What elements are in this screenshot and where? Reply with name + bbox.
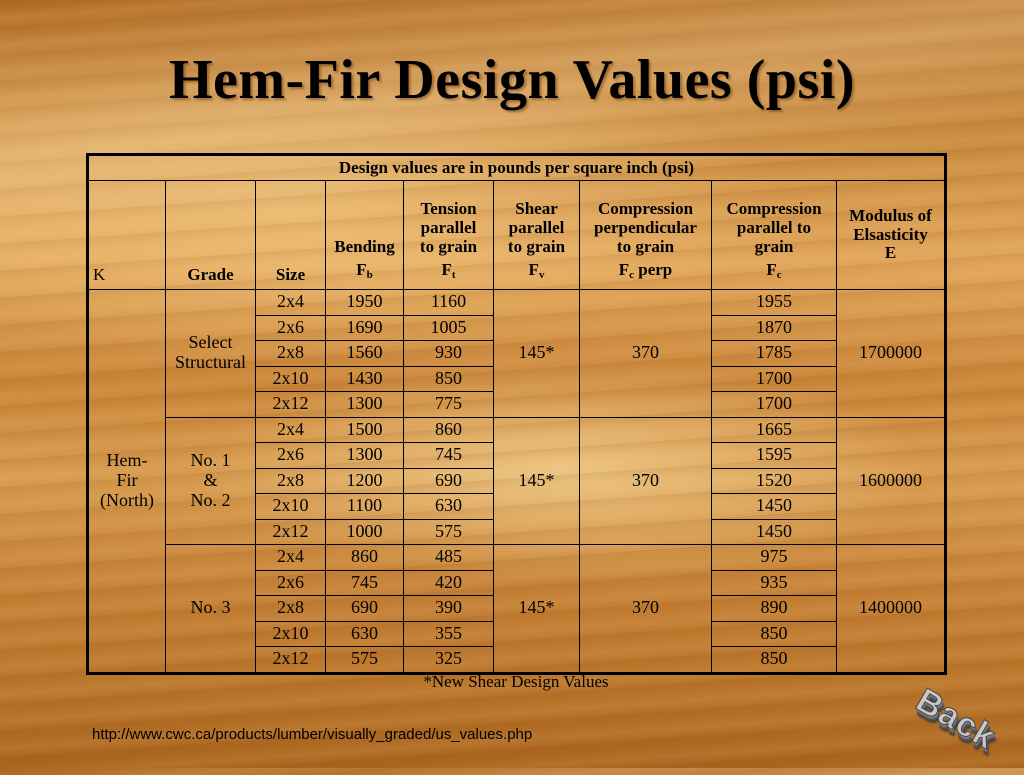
bending-cell: 1200 <box>326 468 404 494</box>
species-cell: Hem- Fir (North) <box>88 290 166 674</box>
tension-cell: 325 <box>404 647 494 674</box>
table-row <box>88 290 946 316</box>
shear-cell: 145* <box>494 417 580 545</box>
size-cell: 2x12 <box>256 392 326 418</box>
compression-parallel-cell: 850 <box>712 621 837 647</box>
size-cell: 2x10 <box>256 621 326 647</box>
compression-parallel-cell: 1665 <box>712 417 837 443</box>
source-url[interactable]: http://www.cwc.ca/products/lumber/visually_graded/us_values.php <box>92 726 533 743</box>
tension-cell: 485 <box>404 545 494 571</box>
grade-cell: No. 3 <box>166 545 256 674</box>
bending-cell: 745 <box>326 570 404 596</box>
tension-cell: 1005 <box>404 315 494 341</box>
shear-cell: 145* <box>494 545 580 674</box>
bending-cell: 1100 <box>326 494 404 520</box>
header-grade: Grade <box>166 181 256 290</box>
header-compression-perpendicular: Compression perpendicular to grain $F_c$ perp <box>580 181 712 290</box>
tension-cell: 390 <box>404 596 494 622</box>
bending-cell: 860 <box>326 545 404 571</box>
modulus-cell: 1700000 <box>837 290 946 418</box>
slide-title: Hem-Fir Design Values (psi) <box>168 49 856 111</box>
compression-parallel-cell: 1870 <box>712 315 837 341</box>
compression-parallel-cell: 850 <box>712 647 837 674</box>
size-cell: 2x4 <box>256 290 326 316</box>
header-row <box>88 181 946 290</box>
compression-parallel-cell: 1955 <box>712 290 837 316</box>
tension-cell: 930 <box>404 341 494 367</box>
grade-cell: Select Structural <box>166 290 256 418</box>
tension-cell: 690 <box>404 468 494 494</box>
size-cell: 2x12 <box>256 647 326 674</box>
tension-cell: 575 <box>404 519 494 545</box>
table-body <box>88 290 946 674</box>
tension-cell: 355 <box>404 621 494 647</box>
bending-cell: 630 <box>326 621 404 647</box>
table-row <box>88 545 946 571</box>
bending-cell: 1500 <box>326 417 404 443</box>
tension-cell: 775 <box>404 392 494 418</box>
bending-cell: 690 <box>326 596 404 622</box>
size-cell: 2x6 <box>256 570 326 596</box>
compression-parallel-cell: 1450 <box>712 494 837 520</box>
header-modulus: Modulus of Elsasticity E <box>837 181 946 290</box>
bending-cell: 1690 <box>326 315 404 341</box>
compression-perp-cell: 370 <box>580 545 712 674</box>
header-size: Size <box>256 181 326 290</box>
compression-parallel-cell: 935 <box>712 570 837 596</box>
header-k: K <box>88 181 166 290</box>
compression-parallel-cell: 1700 <box>712 366 837 392</box>
table-caption: Design values are in pounds per square inch (psi) <box>88 155 946 181</box>
size-cell: 2x10 <box>256 494 326 520</box>
size-cell: 2x12 <box>256 519 326 545</box>
header-shear: Shear parallel to grain $F_v$ <box>494 181 580 290</box>
bending-cell: 575 <box>326 647 404 674</box>
tension-cell: 420 <box>404 570 494 596</box>
tension-cell: 860 <box>404 417 494 443</box>
compression-parallel-cell: 890 <box>712 596 837 622</box>
grade-cell: No. 1 & No. 2 <box>166 417 256 545</box>
bending-cell: 1950 <box>326 290 404 316</box>
size-cell: 2x4 <box>256 545 326 571</box>
header-compression-parallel: Compression parallel to grain $F_c$ <box>712 181 837 290</box>
bending-cell: 1000 <box>326 519 404 545</box>
size-cell: 2x10 <box>256 366 326 392</box>
tension-cell: 630 <box>404 494 494 520</box>
bending-cell: 1430 <box>326 366 404 392</box>
size-cell: 2x6 <box>256 443 326 469</box>
shear-footnote: *New Shear Design Values <box>423 672 609 691</box>
modulus-cell: 1400000 <box>837 545 946 674</box>
compression-parallel-cell: 975 <box>712 545 837 571</box>
design-values-table-container <box>86 153 947 675</box>
compression-parallel-cell: 1520 <box>712 468 837 494</box>
tension-cell: 850 <box>404 366 494 392</box>
tension-cell: 745 <box>404 443 494 469</box>
header-tension: Tension parallel to grain $F_t$ <box>404 181 494 290</box>
modulus-cell: 1600000 <box>837 417 946 545</box>
size-cell: 2x8 <box>256 341 326 367</box>
tension-cell: 1160 <box>404 290 494 316</box>
compression-parallel-cell: 1595 <box>712 443 837 469</box>
header-bending: Bending $F_b$ <box>326 181 404 290</box>
shear-cell: 145* <box>494 290 580 418</box>
size-cell: 2x6 <box>256 315 326 341</box>
bending-cell: 1300 <box>326 443 404 469</box>
size-cell: 2x4 <box>256 417 326 443</box>
back-button-label: Back <box>909 681 1003 757</box>
compression-parallel-cell: 1700 <box>712 392 837 418</box>
design-values-table <box>86 153 947 675</box>
size-cell: 2x8 <box>256 596 326 622</box>
compression-perp-cell: 370 <box>580 290 712 418</box>
bending-cell: 1300 <box>326 392 404 418</box>
size-cell: 2x8 <box>256 468 326 494</box>
compression-perp-cell: 370 <box>580 417 712 545</box>
bending-cell: 1560 <box>326 341 404 367</box>
compression-parallel-cell: 1785 <box>712 341 837 367</box>
table-row <box>88 417 946 443</box>
compression-parallel-cell: 1450 <box>712 519 837 545</box>
